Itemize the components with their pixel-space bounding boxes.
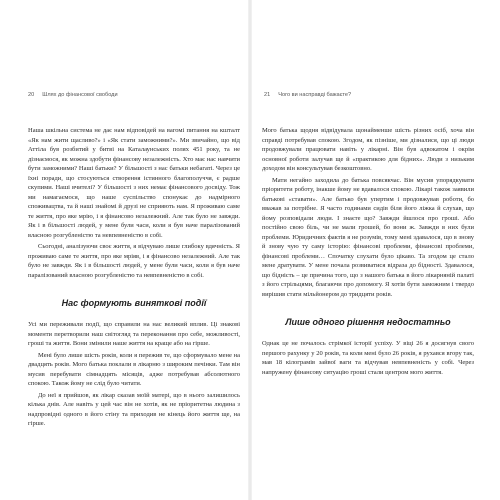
right-running-head bbox=[262, 92, 474, 104]
left-paragraph: До неї я прийшов, як лікар сказав моїй матері, що в нього залишилось кілька днів. Але навіть у цей час він не хотів, як не пріоритетна людина з надпровідні одного в його стіну та приходив не кінець його життя ще, на гірше. bbox=[28, 391, 240, 427]
left-paragraph: Усі ми переживали події, що справили на нас великий вплив. Ці знакові моменти перетворили наш світогляд та переконання про себе, можливості, гроші та життя. Вони змінили наше життя на краще або на гірше. bbox=[28, 321, 240, 347]
left-page bbox=[28, 92, 240, 431]
right-text-column bbox=[262, 126, 474, 377]
right-running-title: Чого ви насправді бажаєте? bbox=[278, 92, 352, 98]
left-section-title: Нас формують винятковi подiї bbox=[61, 298, 207, 308]
left-running-head bbox=[28, 92, 240, 104]
right-section-title: Лише одного рiшення недостатньо bbox=[285, 317, 451, 327]
left-paragraph: Мені було лише шість років, коли я пережив те, що сформувало мене на двадцять років. Мого батька поклали в лікарню з широким печінки. Там він мусив перебувати сімнадцять місяців, адже потребував абсолютного спокою. Також йому не слід було читати. bbox=[28, 351, 240, 387]
left-paragraph: Сьогодні, аналізуючи своє життя, я відчуваю лише глибоку вдячність. Я проживаю саме те життя, про яке мріяв, і я фінансово незалежний. Але так було не завжди. Як і в більшості людей, у мене були часи, коли я був наче паралізований власною розгубленістю та невпевненістю в собі. bbox=[28, 243, 240, 279]
right-paragraph: Мати негайно заходила до батька повсякчас. Він мусив упорядкувати пріоритети роботу, інакше йому не вдавалося спокою. Лікарі також заявили батькові «ставати». Але батько був упертим і продовжував роботи, бо вважав за потрібне. Я часто годинами сидів біля його ліжка й слухав, що йому розповідали люди. І знаєте що? Завжди йшлося про гроші. Або постійно свою біль, чи не мали грошей, бо вони ж. Завжди в них були проблеми. Юридичних фактів я не розумів, тому мені здавалося, що в знову й знову чую ту саму історію: фінансові проблеми, фінансові проблеми, фінансові проблеми… Спочатку слухати було цікаво. Та згодом це стало мене дратувати. У мене почала розвиватися відраза до бідності. Здавалося, що бідність – це причина того, що з нашого батька в його лікарняній палаті з його стрільцями, благаючи про допомогу. Я хотів бути заможним і твердо вирішив стати мільйонером до тридцяти років. bbox=[262, 176, 474, 298]
right-paragraph: Однак це не почалось стрімкої історії успіху. У віці 26 я досягнув свого першого рахунку у 20 років, та коли мені було 26 років, я рухався вгору так, мав 18 кілограмів зайвої ваги та відчував невпевненість у собі. Через напружену фінансову ситуацію гроші стали центром мого життя. bbox=[262, 340, 474, 376]
right-page-number: 21 bbox=[264, 92, 271, 98]
left-text-column bbox=[28, 126, 240, 429]
right-page bbox=[262, 92, 474, 379]
left-paragraph: Наша шкільна система не дає нам відповідей на вагомі питання на кшталт «Як нам жити щасливо?» і «Як стати заможними?». Ми звичайно, що від Аттіла був розбитий у битві на Каталаунських полях 451 року, та не дізнаємося, як можна здобути фінансову незалежність. Хто має нас навчити бути заможними? Наші батьки? У більшості з нас батьки небагаті. Через це їхні поради, що стосуються створення істинного благополуччя, є радше скупими. Наші вчителі? У більшості з них немає фінансового досвіду. Тож ми намагаємося, що наше суспільство спонукає до надмірного споживацтва, та й наші знайомі й друзі не сприяють нам. Я проживаю саме те життя, про яке мрію, і я фінансово незалежний. Але так було не завжди. Як і в більшості людей, у мене були часи, коли я був наче паралізований власною розгубленістю та невпевненістю в собі. bbox=[28, 127, 240, 239]
left-page-number: 20 bbox=[28, 92, 35, 98]
left-running-title: Шлях до фінансової свободи bbox=[42, 92, 118, 98]
book-gutter bbox=[248, 0, 252, 500]
right-paragraph: Мого батька щодня відвідувала щонайменше шість різних осіб, хоча він справді потребував спокою. Згодом, як пізніше, ми дізналися, що ці люди продовжували працювати навіть у лікарні. Він був адвокатом і окрім основної роботи залучав ще й «практикою для бідних». Люди з низьким доходом він консультував безкоштовно. bbox=[262, 127, 474, 172]
